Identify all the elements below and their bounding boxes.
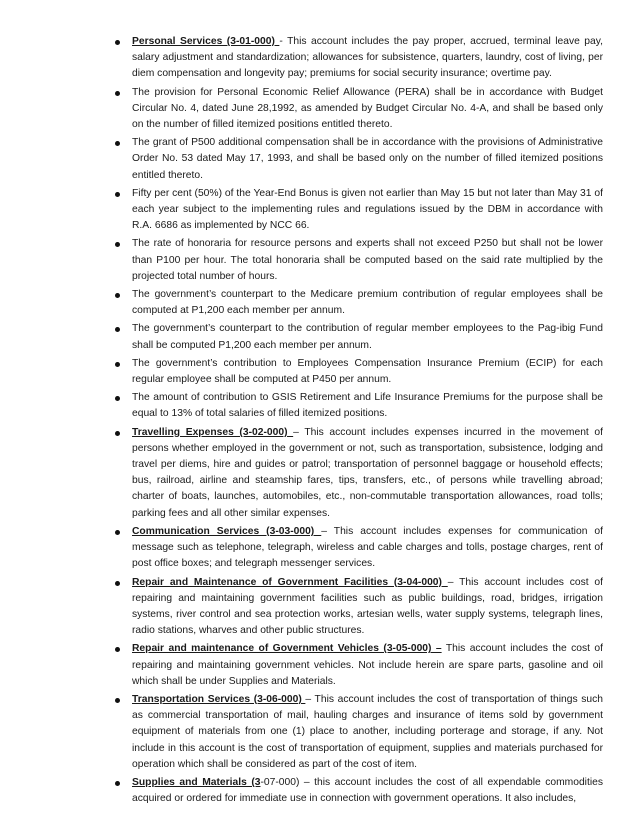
item-heading: Personal Services (3-01-000): [132, 36, 280, 47]
list-item: [113, 390, 603, 422]
bullet-icon: [115, 530, 120, 535]
bullet-icon: [115, 242, 120, 247]
bullet-icon: [115, 141, 120, 146]
bullet-icon: [115, 396, 120, 401]
bullet-list: [113, 34, 603, 809]
item-text: The grant of P500 additional compensation shall be in accordance with the provisions of Administrative Order No. 53 dated May 17, 1993, and shall be based only on the number of filled itemized positions entitled thereto.: [132, 137, 603, 181]
list-item: [113, 287, 603, 319]
item-heading: Travelling Expenses (3-02-000): [132, 426, 294, 438]
list-item: [113, 135, 603, 184]
bullet-icon: [115, 362, 120, 367]
item-heading: Supplies and Materials (3: [132, 776, 261, 788]
item-text: The provision for Personal Economic Relief Allowance (PERA) shall be in accordance with Budget Circular No. 4, dated June 28,1992, as amended by Budget Circular No. 4-A, and shall be based only on the number of filled itemized positions entitled thereto.: [132, 86, 603, 131]
list-item: [113, 425, 603, 522]
item-text: -07-000) – this account includes the cost of all expendable commodities acquired or ordered for immediate use in connection with government operations. It also includes,: [132, 776, 603, 805]
list-item: [113, 186, 603, 235]
list-item: [113, 85, 603, 134]
list-item: [113, 641, 603, 690]
bullet-icon: [115, 293, 120, 298]
item-text: – This account includes expenses for communication of message such as telephone, telegraph, wireless and cable charges and tolls, postage charges, rent of post office boxes; and telegraph messenger services.: [132, 525, 604, 570]
item-text: The government’s counterpart to the contribution of regular member employees to the Pag-ibig Fund shall be computed P1,200 each member per annum.: [132, 323, 603, 351]
item-text: The amount of contribution to GSIS Retirement and Life Insurance Premiums for the purpose shall be equal to 13% of total salaries of filled itemized positions.: [132, 392, 603, 420]
bullet-icon: [115, 327, 120, 332]
bullet-icon: [115, 581, 120, 586]
bullet-icon: [115, 698, 120, 703]
list-item: [113, 34, 603, 83]
list-item: [113, 775, 603, 807]
item-heading: Repair and Maintenance of Government Facilities (3-04-000): [132, 576, 448, 588]
item-text: - This account includes the pay proper, accrued, terminal leave pay, salary adjustment and standardization; allowances for subsistence, quarters, laundry, cost of living, per diem compensation and longevity pay; premiums for social security insurance; overtime pay.: [132, 36, 603, 80]
item-text: The rate of honoraria for resource persons and experts shall not exceed P250 but shall not be lower than P100 per hour. The total honoraria shall be computed based on the said rate multiplied by the projected total number of hours.: [132, 238, 603, 282]
item-text: – This account includes cost of repairing and maintaining government facilities such as public buildings, road, bridges, irrigation systems, river control and sea protection works, artesian wells, water supply systems, telegraph lines, radio stations, wharves and other public structures.: [132, 576, 603, 637]
list-item: [113, 692, 603, 773]
list-item: [113, 524, 603, 573]
item-text: This account includes the cost of repairing and maintaining government vehicles. Not include herein are spare parts, gasoline and oil which shall be under Supplies and Materials.: [132, 643, 604, 687]
list-item: [113, 356, 603, 388]
item-heading: Transportation Services (3-06-000): [132, 693, 306, 705]
item-heading: Communication Services (3-03-000): [132, 525, 322, 537]
bullet-icon: [115, 647, 120, 652]
bullet-icon: [115, 91, 120, 96]
bullet-icon: [115, 192, 120, 197]
item-text: – This account includes the cost of transportation of things such as commercial transportation of mail, hauling charges and insurance of items sold by government equipment of materials from one (1) place to another, including porterage and storage, if any. Not include in this account is the cost of transportation of equipment, supplies and materials purchased for operation which shall be considered as part of the cost of item.: [132, 693, 603, 770]
item-heading: Repair and maintenance of Government Vehicles (3-05-000) –: [132, 643, 442, 655]
list-item: [113, 321, 603, 353]
item-text: Fifty per cent (50%) of the Year-End Bonus is given not earlier than May 15 but not later than May 31 of each year subject to the implementing rules and regulations issued by the DBM in accordance with R.A. 6686 as implemented by NCC 66.: [132, 187, 603, 232]
item-text: – This account includes expenses incurred in the movement of persons whether employed in the government or not, such as transportation, subsistence, lodging and travel per diems, hire and guides or patrol; transportation of personnel baggage or household effects; bus, railroad, airline and steamship fares, tips, transfers, etc., of persons while travelling abroad; charter of boats, launches, automobiles, etc., non-commutable transportation allowances, road tolls; parking fees and all other similar expenses.: [132, 426, 604, 519]
bullet-icon: [115, 431, 120, 436]
item-text: The government’s counterpart to the Medicare premium contribution of regular employees shall be computed at P1,200 each member per annum.: [132, 289, 603, 317]
bullet-icon: [115, 40, 120, 45]
bullet-icon: [115, 781, 120, 786]
list-item: [113, 236, 603, 285]
item-text: The government’s contribution to Employees Compensation Insurance Premium (ECIP) for each regular employee shall be computed at P450 per annum.: [132, 357, 603, 386]
list-item: [113, 575, 603, 640]
